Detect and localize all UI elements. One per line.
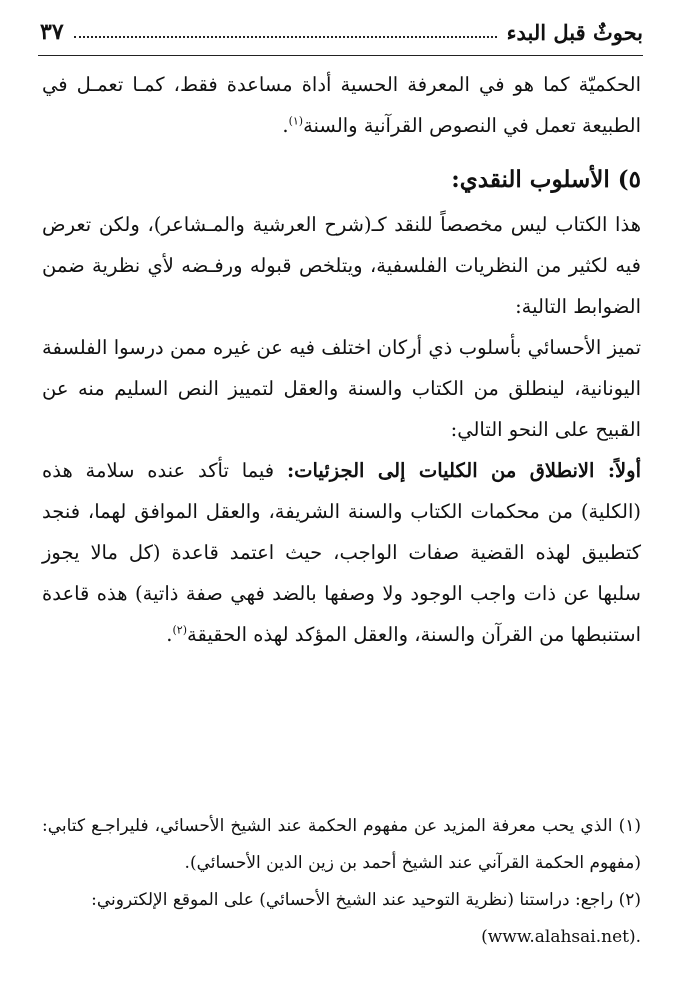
- paragraph-4-end: .: [166, 623, 173, 646]
- paragraph-1-end: .: [282, 114, 289, 137]
- footnote-1: (١) الذي يحب معرفة المزيد عن مفهوم الحكمة عند الشيخ الأحسائي، فليراجـع كتابي: (مفهوم الحكمة القرآني عند الشيخ أحمد بن زين الدين الأحسائي).: [42, 816, 641, 873]
- paragraph-1: [42, 64, 641, 146]
- header-rule: [38, 55, 643, 56]
- paragraph-2: هذا الكتاب ليس مخصصاً للنقد كـ(شرح العرشية والمـشاعر)، ولكن تعرض فيه لكثير من النظريات الفلسفية، ويتلخص قبوله ورفـضه لأي نظرية ضمن الضوابط التالية:: [42, 213, 641, 318]
- footnote-2: (٢) راجع: دراستنا (نظرية التوحيد عند الشيخ الأحسائي) على الموقع الإلكتروني:: [91, 890, 641, 910]
- page-number: ٣٧: [40, 19, 64, 45]
- running-title: بحوثٌ قبل البدء: [506, 19, 643, 45]
- paragraph-4-text: فيما تأكد عنده سلامة هذه (الكلية) من محكمات الكتاب والسنة الشريفة، والعقل الموافق لهما، فنجد كتطبيق لهذه القضية صفات الواجب، حيث اعتمد قاعدة (كل مالا يجوز سلبها عن ذات واجب الوجود ولا وصفها بالضد فهي صفة ذاتية) هذه قاعدة استنبطها من القرآن والسنة، والعقل المؤكد لهذه الحقيقة: [42, 459, 641, 646]
- footnote-ref-1: (١): [288, 114, 304, 128]
- section-heading: ٥) الأسلوب النقدي:: [451, 166, 641, 193]
- footnote-ref-2: (٢): [172, 623, 188, 637]
- footnotes: [42, 808, 641, 956]
- footnote-2-url-line: [42, 919, 641, 956]
- paragraph-4-lead: أولاً: الانطلاق من الكليات إلى الجزئيات:: [286, 459, 641, 482]
- paragraph-3: تميز الأحسائي بأسلوب ذي أركان اختلف فيه عن غيره ممن درسوا الفلسفة اليونانية، لينطلق من الكتاب والسنة والعقل لتمييز النص السليم منه عن القبيح على النحو التالي:: [42, 336, 641, 441]
- paragraph-4: [42, 450, 641, 655]
- footnote-url: (www.alahsai.net).: [481, 927, 641, 947]
- main-text: [42, 64, 641, 655]
- paragraph-1-text: الحكميّة كما هو في المعرفة الحسية أداة مساعدة فقط، كمـا تعمـل في الطبيعة تعمل في النصوص القرآنية والسنة: [42, 73, 641, 137]
- leader-dots: [74, 36, 497, 38]
- page-header: [40, 10, 643, 54]
